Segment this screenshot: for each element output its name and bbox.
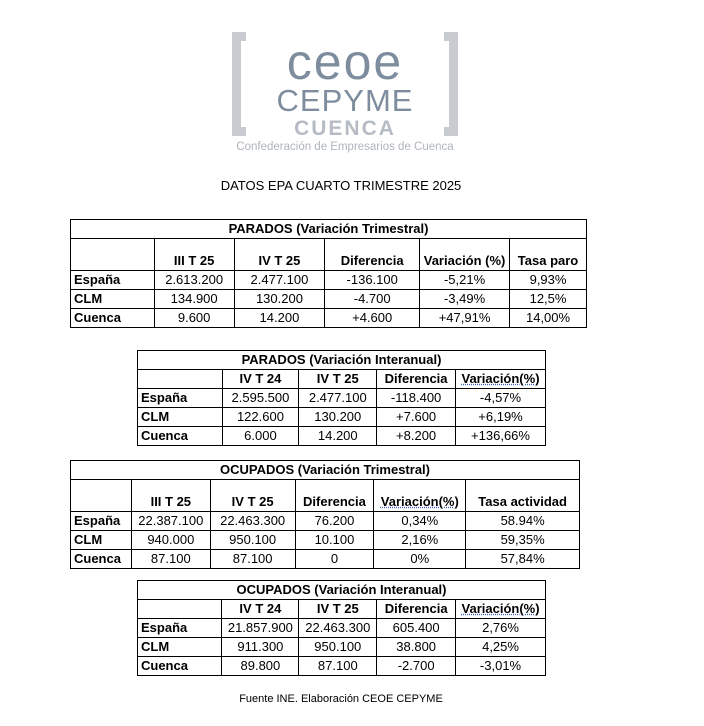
column-header: IV T 25 bbox=[234, 239, 325, 271]
table-ocupados-interanual bbox=[137, 580, 546, 676]
table-cell: 605.400 bbox=[377, 619, 456, 638]
table-cell: 950.100 bbox=[210, 531, 295, 550]
table-cell: 940.000 bbox=[131, 531, 210, 550]
table-cell: 2.595.500 bbox=[222, 389, 299, 408]
table-row bbox=[138, 657, 546, 676]
table-ocupados-trimestral bbox=[70, 460, 580, 569]
row-label: España bbox=[138, 619, 222, 638]
table-row bbox=[138, 408, 546, 427]
table-cell: -3,49% bbox=[420, 290, 510, 309]
table-cell: -3,01% bbox=[456, 657, 546, 676]
table-parados-interanual bbox=[137, 350, 546, 446]
table-cell: 2.613.200 bbox=[154, 271, 234, 290]
table-row bbox=[138, 638, 546, 657]
column-header: Tasa paro bbox=[510, 239, 587, 271]
table-cell: 4,25% bbox=[456, 638, 546, 657]
table-cell: 22.387.100 bbox=[131, 512, 210, 531]
table-cell: +6,19% bbox=[456, 408, 546, 427]
table-cell: +7.600 bbox=[377, 408, 456, 427]
document-title: DATOS EPA CUARTO TRIMESTRE 2025 bbox=[220, 178, 462, 193]
table-cell: 122.600 bbox=[222, 408, 299, 427]
source-footer: Fuente INE. Elaboración CEOE CEPYME bbox=[239, 693, 443, 705]
table-cell: -4,57% bbox=[456, 389, 546, 408]
logo-cepyme-text: CEPYME bbox=[276, 83, 414, 118]
table-cell: 0,34% bbox=[374, 512, 466, 531]
table-row bbox=[71, 309, 587, 328]
logo-ceoe-text: ceoe bbox=[286, 34, 404, 90]
table-cell: 14.200 bbox=[299, 427, 377, 446]
logo-tagline: Confederación de Empresarios de Cuenca bbox=[236, 141, 454, 153]
table-cell: 22.463.300 bbox=[210, 512, 295, 531]
row-label: España bbox=[138, 389, 223, 408]
table-caption: OCUPADOS (Variación Interanual) bbox=[138, 581, 546, 600]
table-cell: 14,00% bbox=[510, 309, 587, 328]
table-cell: 58.94% bbox=[466, 512, 580, 531]
row-label: Cuenca bbox=[71, 309, 155, 328]
row-label: España bbox=[71, 271, 155, 290]
column-header: III T 25 bbox=[154, 239, 234, 271]
column-header bbox=[71, 480, 132, 512]
table-cell: 2,76% bbox=[456, 619, 546, 638]
row-label: Cuenca bbox=[138, 427, 223, 446]
table-cell: 87.100 bbox=[299, 657, 377, 676]
table-cell: 57,84% bbox=[466, 550, 580, 569]
table-cell: +4.600 bbox=[325, 309, 420, 328]
table-cell: 87.100 bbox=[210, 550, 295, 569]
table-cell: 76.200 bbox=[295, 512, 374, 531]
table-cell: -118.400 bbox=[377, 389, 456, 408]
column-header bbox=[138, 370, 223, 389]
column-header: IV T 25 bbox=[210, 480, 295, 512]
table-row bbox=[138, 427, 546, 446]
table-parados-trimestral bbox=[70, 219, 587, 328]
column-header: Diferencia bbox=[325, 239, 420, 271]
row-label: Cuenca bbox=[138, 657, 222, 676]
table-cell: 6.000 bbox=[222, 427, 299, 446]
table-cell: 130.200 bbox=[234, 290, 325, 309]
table-cell: 2.477.100 bbox=[234, 271, 325, 290]
table-row bbox=[138, 389, 546, 408]
column-header: Variación(%) bbox=[374, 480, 466, 512]
table-cell: 0% bbox=[374, 550, 466, 569]
column-header: IV T 25 bbox=[299, 600, 377, 619]
table-cell: 9,93% bbox=[510, 271, 587, 290]
table-cell: 2.477.100 bbox=[299, 389, 377, 408]
table-cell: 12,5% bbox=[510, 290, 587, 309]
column-header: III T 25 bbox=[131, 480, 210, 512]
table-cell: 134.900 bbox=[154, 290, 234, 309]
table-row bbox=[71, 290, 587, 309]
row-label: CLM bbox=[138, 638, 222, 657]
table-cell: 38.800 bbox=[377, 638, 456, 657]
table-cell: +136,66% bbox=[456, 427, 546, 446]
table-cell: 22.463.300 bbox=[299, 619, 377, 638]
row-label: CLM bbox=[71, 290, 155, 309]
table-cell: -136.100 bbox=[325, 271, 420, 290]
logo-cuenca-text: CUENCA bbox=[294, 117, 396, 140]
table-cell: -4.700 bbox=[325, 290, 420, 309]
column-header: Tasa actividad bbox=[466, 480, 580, 512]
column-header: Variación(%) bbox=[456, 600, 546, 619]
table-row bbox=[71, 512, 580, 531]
table-cell: -2.700 bbox=[377, 657, 456, 676]
column-header: IV T 24 bbox=[222, 600, 299, 619]
table-cell: +8.200 bbox=[377, 427, 456, 446]
column-header: Variación(%) bbox=[456, 370, 546, 389]
table-cell: 130.200 bbox=[299, 408, 377, 427]
table-cell: +47,91% bbox=[420, 309, 510, 328]
table-cell: -5,21% bbox=[420, 271, 510, 290]
table-cell: 0 bbox=[295, 550, 374, 569]
table-cell: 14.200 bbox=[234, 309, 325, 328]
table-row bbox=[71, 271, 587, 290]
table-cell: 950.100 bbox=[299, 638, 377, 657]
table-row bbox=[71, 531, 580, 550]
table-cell: 59,35% bbox=[466, 531, 580, 550]
row-label: España bbox=[71, 512, 132, 531]
table-cell: 21.857.900 bbox=[222, 619, 299, 638]
column-header: IV T 24 bbox=[222, 370, 299, 389]
row-label: CLM bbox=[138, 408, 223, 427]
table-cell: 911.300 bbox=[222, 638, 299, 657]
column-header: Diferencia bbox=[377, 600, 456, 619]
table-row bbox=[71, 550, 580, 569]
table-row bbox=[138, 619, 546, 638]
column-header: Variación (%) bbox=[420, 239, 510, 271]
table-cell: 87.100 bbox=[131, 550, 210, 569]
column-header: Diferencia bbox=[295, 480, 374, 512]
column-header bbox=[138, 600, 222, 619]
ceoe-cepyme-cuenca-logo bbox=[232, 32, 458, 154]
table-caption: PARADOS (Variación Trimestral) bbox=[71, 220, 587, 239]
table-caption: OCUPADOS (Variación Trimestral) bbox=[71, 461, 580, 480]
column-header: IV T 25 bbox=[299, 370, 377, 389]
table-caption: PARADOS (Variación Interanual) bbox=[138, 351, 546, 370]
row-label: Cuenca bbox=[71, 550, 132, 569]
table-cell: 9.600 bbox=[154, 309, 234, 328]
row-label: CLM bbox=[71, 531, 132, 550]
table-cell: 2,16% bbox=[374, 531, 466, 550]
column-header: Diferencia bbox=[377, 370, 456, 389]
column-header bbox=[71, 239, 155, 271]
table-cell: 89.800 bbox=[222, 657, 299, 676]
table-cell: 10.100 bbox=[295, 531, 374, 550]
